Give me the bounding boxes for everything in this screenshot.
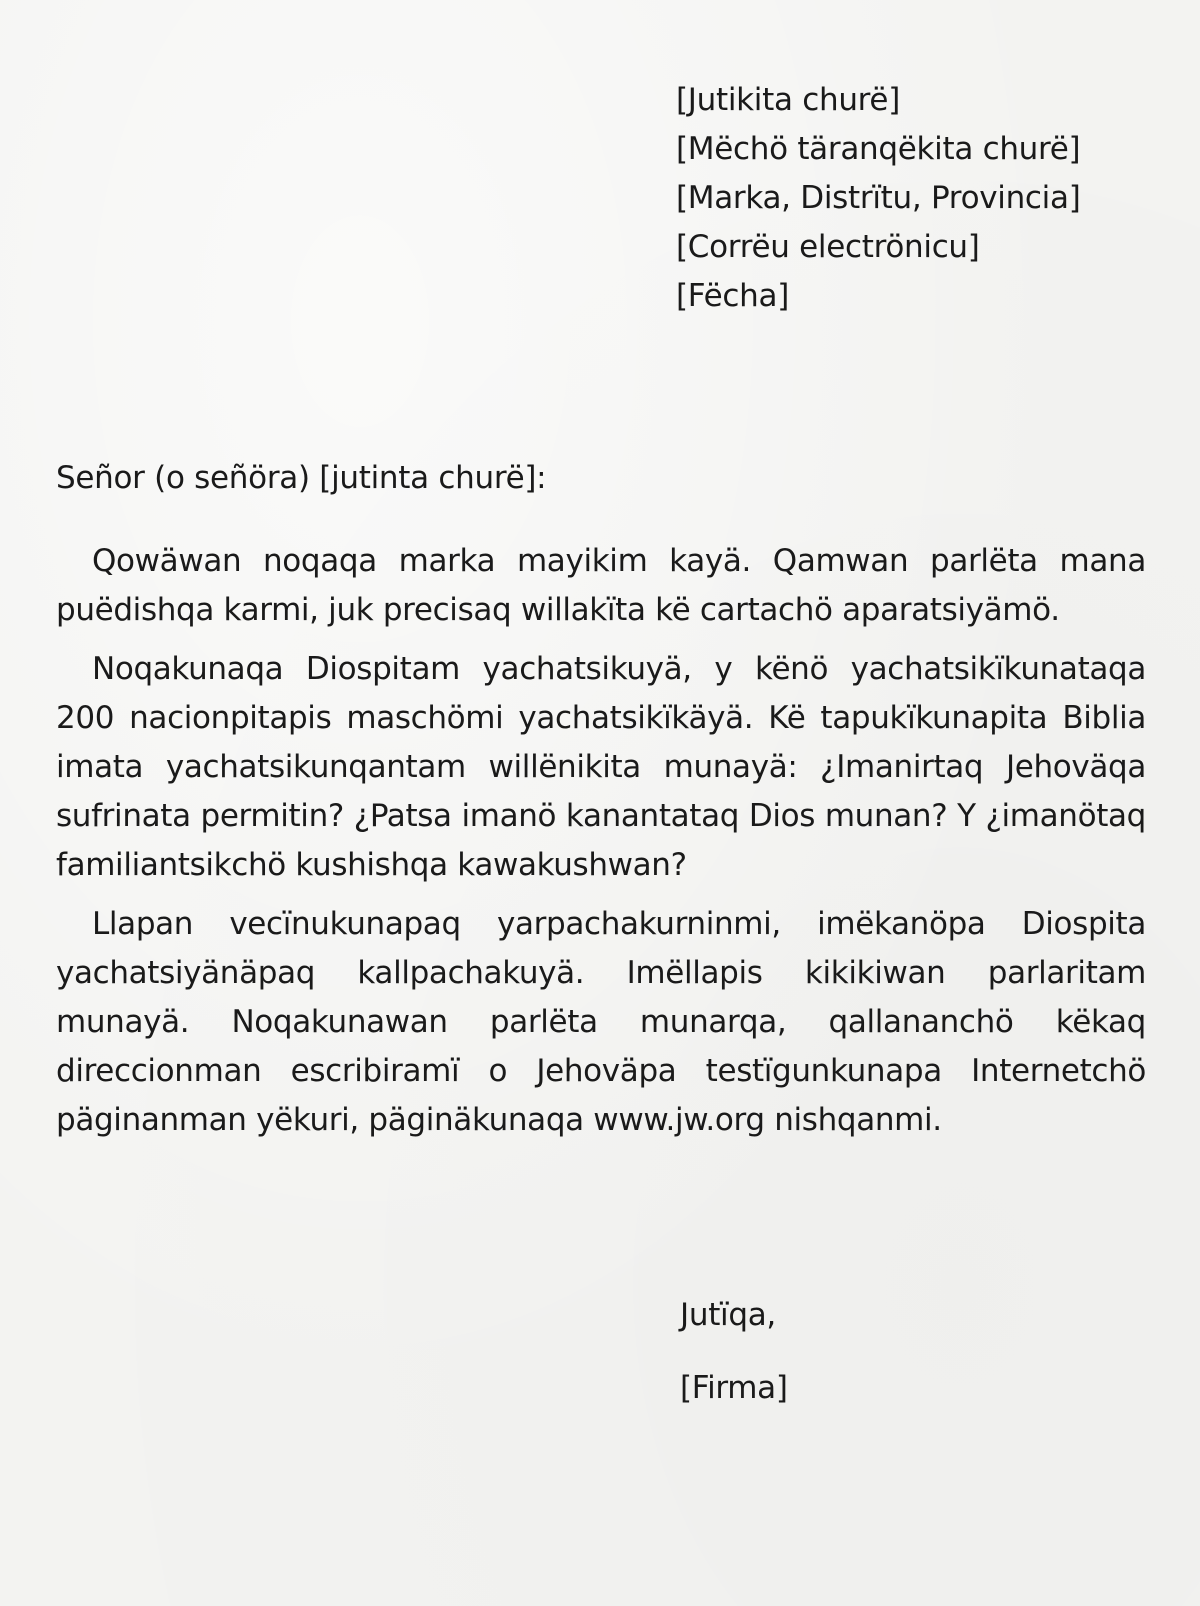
body-paragraph-1: Qowäwan noqaqa marka mayikim kayä. Qamwan parlëta mana puëdishqa karmi, juk precisaq willakïta kë cartachö aparatsiyämö. [56, 543, 1146, 628]
salutation: Señor (o señöra) [jutinta churë]: [56, 460, 547, 496]
sender-email: [Corrëu electrönicu] [676, 229, 980, 265]
body-paragraph-3: Llapan vecïnukunapaq yarpachakurninmi, imëkanöpa Diospita yachatsiyänäpaq kallpachakuyä. Imëllapis kikikiwan parlaritam munayä. Noqakunawan parlëta munarqa, qallananchö këkaq direccionman escribiramï o Jehoväpa testïgunkunapa Internetchö päginanman yëkuri, päginäkunaqa www.jw.org nishqanmi. [56, 906, 1146, 1138]
sender-address-block [676, 76, 1081, 321]
signature-placeholder: [Firma] [680, 1370, 788, 1406]
body-paragraph-2: Noqakunaqa Diospitam yachatsikuyä, y kënö yachatsikïkunataqa 200 nacionpitapis maschömi yachatsikïkäyä. Kë tapukïkunapita Biblia imata yachatsikunqantam willënikita munayä: ¿Imanirtaq Jehoväqa sufrinata permitin? ¿Patsa imanö kanantataq Dios munan? Y ¿imanötaq familiantsikchö kushishqa kawakushwan? [56, 651, 1146, 883]
sender-location: [Marka, Distrïtu, Provincia] [676, 180, 1081, 216]
closing: Jutïqa, [680, 1297, 776, 1333]
letter-date: [Fëcha] [676, 278, 789, 314]
sender-name: [Jutikita churë] [676, 82, 900, 118]
letter-body [56, 537, 1146, 1155]
sender-street: [Mëchö täranqëkita churë] [676, 131, 1081, 167]
